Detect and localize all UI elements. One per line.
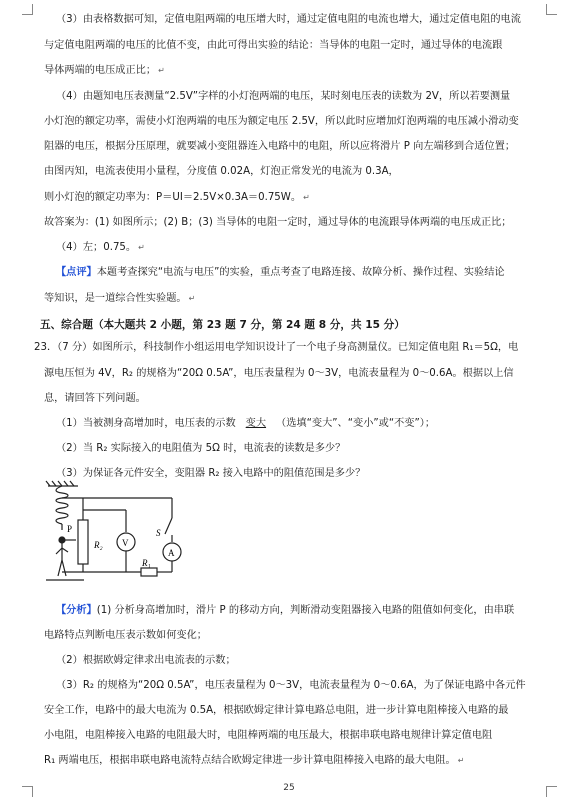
label-a: A (168, 548, 175, 558)
analysis-line-2: 电路特点判断电压表示数如何变化； (44, 630, 207, 641)
sub-question-3: （3）为保证各元件安全，变阻器 R₂ 接入电路中的阻值范围是多少？ (56, 468, 366, 479)
analysis-line-3: （2）根据欧姆定律求出电流表的示数； (56, 655, 236, 666)
answer-blank: 变大 (245, 418, 267, 429)
answer-line-4: （4）由题知电压表测量“2.5V”字样的小灯泡两端的电压，某时刻电压表的读数为 2V，所以若要测量 (56, 91, 511, 102)
page-number: 25 (283, 783, 295, 793)
question-23-line-1: 23．（7 分）如图所示，科技制作小组运用电学知识设计了一个电子身高测量仪。已知定值电阻 R₁＝5Ω，电 (34, 342, 519, 353)
section-heading: 五、综合题（本大题共 2 小题，第 23 题 7 分，第 24 题 8 分，共 15 分） (40, 319, 405, 331)
question-23-line-3: 息，请回答下列问题。 (44, 393, 146, 404)
crop-mark-top-left (22, 4, 33, 15)
comment-line-2: 等知识，是一道综合性实验题。 ↵ (44, 293, 196, 304)
answer-line-1: （3）由表格数据可知，定值电阻两端的电压增大时，通过定值电阻的电流也增大，通过定值电阻的电流 (56, 14, 521, 25)
answer-line-9: 故答案为：(1) 如图所示；(2) B；(3) 当导体的电阻一定时，通过导体的电流跟导体两端的电压成正比； (44, 217, 512, 228)
answer-line-3: 导体两端的电压成正比； ↵ (44, 65, 165, 76)
label-s: S (156, 528, 161, 538)
answer-line-10: （4）左；0.75。 ↵ (56, 242, 145, 253)
label-r1: R₁ (142, 558, 151, 568)
analysis-line-6: 小电阻，电阻棒接入电路的电阻最大时，电阻棒两端的电压最大，根据串联电路电规律计算定值电阻 (44, 730, 493, 741)
label-r2: R₂ (94, 540, 103, 550)
answer-line-6: 阻器的电压，根据分压原理，就要减小变阻器连入电路中的电阻，所以应将滑片 P 向左端移到合适位置； (44, 141, 516, 152)
analysis-line-7: R₁ 两端电压，根据串联电路电流特点结合欧姆定律进一步计算电阻棒接入电路的最大电阻。 ↵ (44, 755, 465, 766)
analysis-line-5: 安全工作，电路中的最大电流为 0.5A，根据欧姆定律计算电路总电阻，进一步计算电阻棒接入电路的最 (44, 705, 509, 716)
answer-line-5: 小灯泡的额定功率，需使小灯泡两端的电压为额定电压 2.5V，所以此时应增加灯泡两端的电压减小滑动变 (44, 116, 519, 127)
circuit-diagram (44, 480, 212, 590)
comment-tag: 【点评】 (56, 267, 97, 278)
answer-line-2: 与定值电阻两端的电压的比值不变，由此可得出实验的结论：当导体的电阻一定时，通过导体的电流跟 (44, 40, 503, 51)
sub-question-1: （1）当被测身高增加时，电压表的示数 变大 （选填“变大”、“变小”或“不变”）； (56, 418, 436, 429)
sub-question-2: （2）当 R₂ 实际接入的电阻值为 5Ω 时，电流表的读数是多少？ (56, 443, 346, 454)
analysis-tag: 【分析】 (56, 605, 97, 616)
answer-line-8: 则小灯泡的额定功率为：P＝UI＝2.5V×0.3A＝0.75W。 ↵ (44, 192, 310, 203)
crop-mark-top-right (546, 4, 557, 15)
answer-line-7: 由图丙知，电流表使用小量程，分度值 0.02A，灯泡正常发光的电流为 0.3A， (44, 166, 399, 177)
label-v: V (122, 538, 129, 548)
analysis-line-1: 【分析】(1) 分析身高增加时，滑片 P 的移动方向，判断滑动变阻器接入电路的阻值如何变化，由串联 (56, 605, 515, 616)
analysis-line-4: （3）R₂ 的规格为“20Ω 0.5A”，电压表量程为 0～3V，电流表量程为 0～0.6A，为了保证电路中各元件 (56, 680, 526, 691)
label-p: P (67, 524, 73, 534)
question-23-line-2: 源电压恒为 4V，R₂ 的规格为“20Ω 0.5A”，电压表量程为 0～3V，电流表量程为 0～0.6A。根据以上信 (44, 368, 514, 379)
comment-line-1: 【点评】本题考查探究“电流与电压”的实验，重点考查了电路连接、故障分析、操作过程、实验结论 (56, 267, 505, 278)
